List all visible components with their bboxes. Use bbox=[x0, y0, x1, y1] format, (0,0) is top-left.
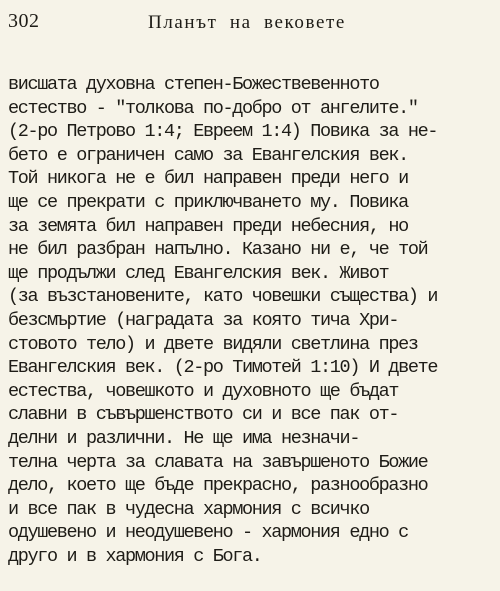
text-line: ще продължи след Евангелския век. Живот bbox=[8, 262, 389, 284]
page-number: 302 bbox=[8, 10, 40, 32]
text-line: ще се прекрати с приключването му. Повика bbox=[8, 191, 408, 213]
text-line: (за възстановените, като човешки същества) и bbox=[8, 286, 438, 308]
text-line: славни в съвършенството си и все пак от- bbox=[8, 404, 399, 426]
text-line: Евангелския век. (2-ро Тимотей 1:10) И двете bbox=[8, 357, 438, 379]
text-line: висшата духовна степен-Божествевенното bbox=[8, 74, 379, 95]
text-line: естества, човешкото и духовното ще бъдат bbox=[8, 380, 399, 402]
text-line: делни и различни. Не ще има незначи- bbox=[8, 427, 360, 449]
text-line: Той никога не е бил направен преди него и bbox=[8, 168, 408, 190]
text-line: безсмъртие (наградата за която тича Хри- bbox=[8, 309, 399, 331]
body-text bbox=[8, 73, 498, 568]
text-line: телна черта за славата на завършеното Божие bbox=[8, 451, 428, 473]
text-line: не бил разбран напълно. Казано ни е, че той bbox=[8, 239, 428, 261]
text-line: естество - "толкова по-добро от ангелите." bbox=[8, 97, 418, 119]
text-line: друго и в хармония с Бога. bbox=[8, 545, 262, 567]
text-line: бето е ограничен само за Евангелския век. bbox=[8, 144, 408, 166]
text-line: одушевено и неодушевено - хармония едно с bbox=[8, 522, 408, 544]
text-line: за земята бил направен преди небесния, но bbox=[8, 215, 408, 237]
text-line: стовото тело) и двете видяли светлина през bbox=[8, 333, 418, 355]
text-line: дело, което ще бъде прекрасно, разнообразно bbox=[8, 475, 428, 497]
running-title: Планът на вековете bbox=[148, 12, 346, 33]
text-line: и все пак в чудесна хармония с всичко bbox=[8, 498, 369, 520]
text-line: (2-ро Петрово 1:4; Евреем 1:4) Повика за не- bbox=[8, 121, 438, 143]
